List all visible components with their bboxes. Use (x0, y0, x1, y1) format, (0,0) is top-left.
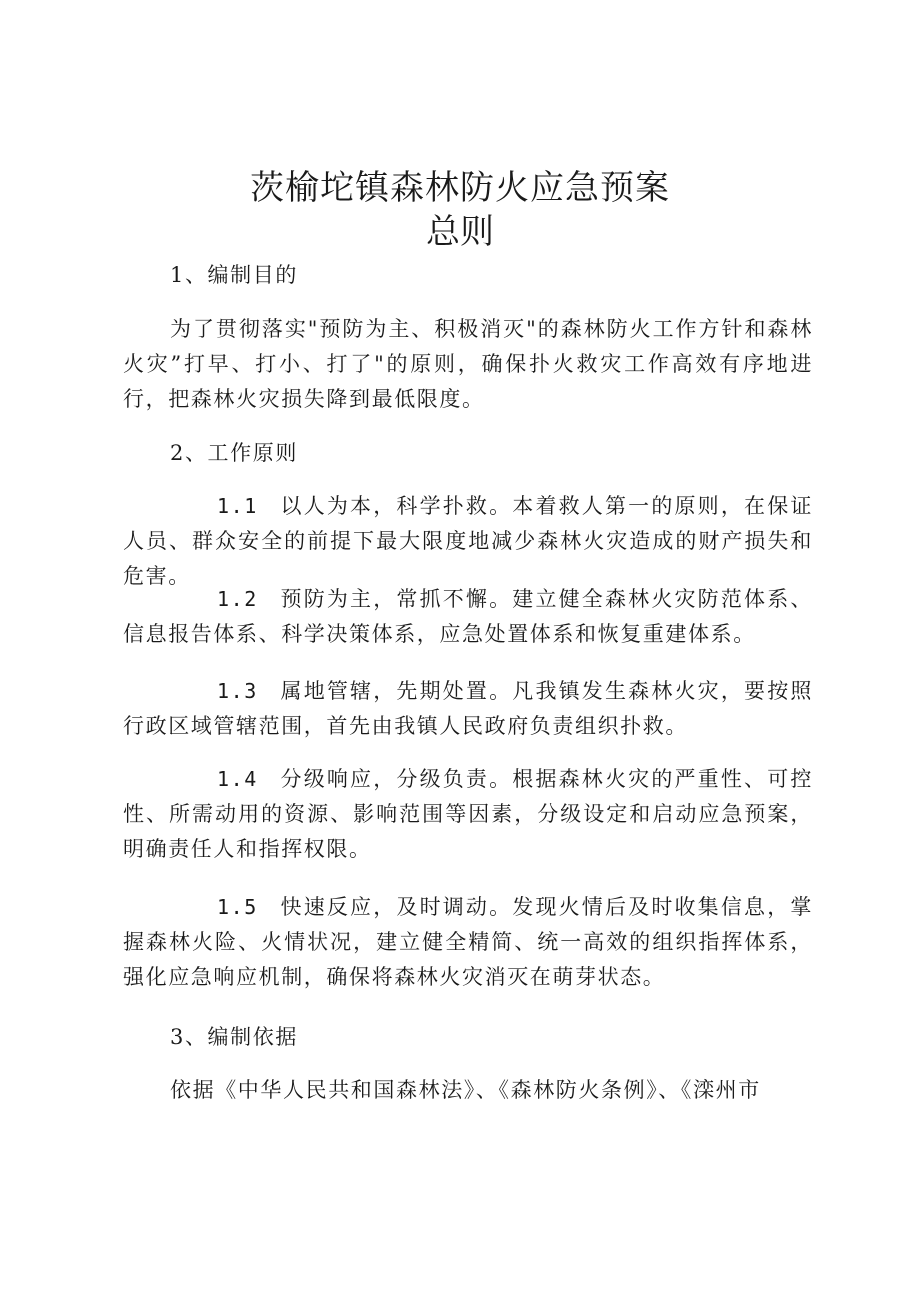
item-number: 1.5 (217, 895, 258, 919)
item-text: 以人为本，科学扑救。本着救人第一的原则，在保证人员、群众安全的前提下最大限度地减少森林火灾造成的财产损失和危害。 (123, 494, 813, 588)
principle-item-1-4 (123, 762, 813, 867)
item-text: 快速反应，及时调动。发现火情后及时收集信息，掌握森林火险、火情状况，建立健全精简、统一高效的组织指挥体系，强化应急响应机制，确保将森林火灾消灭在萌芽状态。 (123, 895, 813, 989)
item-text: 预防为主，常抓不懈。建立健全森林火灾防范体系、信息报告体系、科学决策体系，应急处置体系和恢复重建体系。 (123, 587, 813, 646)
section-1-paragraph (123, 312, 813, 417)
section-heading-2: 2、工作原则 (170, 441, 298, 465)
paragraph-text: 为了贯彻落实"预防为主、积极消灭"的森林防火工作方针和森林火灾”打早、打小、打了"的原则，确保扑火救灾工作高效有序地进行，把森林火灾损失降到最低限度。 (123, 317, 813, 411)
title-block (0, 168, 920, 252)
item-text: 属地管辖，先期处置。凡我镇发生森林火灾，要按照行政区域管辖范围，首先由我镇人民政府负责组织扑救。 (123, 679, 813, 738)
item-number: 1.1 (217, 494, 258, 518)
principle-item-1-5 (123, 890, 813, 995)
principle-item-1-2 (123, 582, 813, 652)
item-text: 分级响应，分级负责。根据森林火灾的严重性、可控性、所需动用的资源、影响范围等因素，分级设定和启动应急预案，明确责任人和指挥权限。 (123, 767, 813, 861)
paragraph-text: 依据《中华人民共和国森林法》、《森林防火条例》、《滦州市 (170, 1078, 761, 1102)
document-subtitle: 总则 (426, 212, 494, 252)
section-heading-1: 1、编制目的 (170, 263, 298, 287)
item-number: 1.2 (217, 587, 258, 611)
section-heading-3: 3、编制依据 (170, 1025, 298, 1049)
item-number: 1.4 (217, 767, 258, 791)
principle-item-1-3 (123, 674, 813, 744)
item-number: 1.3 (217, 679, 258, 703)
principle-item-1-1 (123, 489, 813, 594)
section-3-paragraph (123, 1073, 813, 1108)
document-title: 茨榆坨镇森林防火应急预案 (250, 168, 670, 208)
